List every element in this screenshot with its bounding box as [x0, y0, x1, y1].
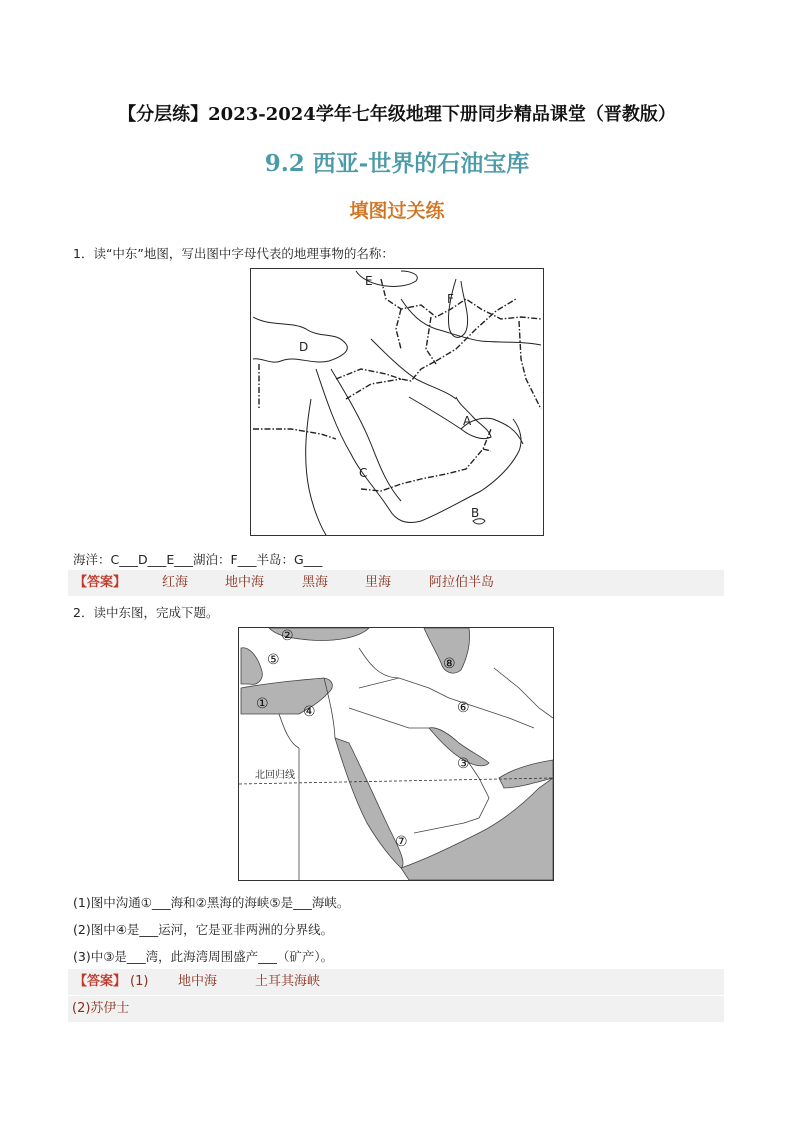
q1-answer-row: [68, 570, 724, 596]
q2-answer-2: (2)苏伊士: [72, 1001, 130, 1016]
section-title: 9.2 西亚-世界的石油宝库: [264, 150, 530, 177]
q1-answer-label: 【答案】: [74, 575, 127, 590]
q2-answer-1-prefix: (1): [130, 974, 149, 989]
middle-east-map-2: [238, 627, 554, 881]
q1-answer-1: 红海: [162, 575, 189, 590]
map2-label-7: ⑦: [395, 834, 408, 850]
q2-prompt: 2．读中东图，完成下题。: [73, 605, 219, 620]
q2-answer-row-2: [68, 996, 724, 1022]
q2-sub1: (1)图中沟通①___海和②黑海的海峡⑤是___海峡。: [73, 895, 350, 910]
q2-answer-label: 【答案】: [74, 974, 127, 989]
map2-label-5: ⑤: [267, 652, 280, 668]
map2-label-2: ②: [281, 628, 294, 644]
tropic-of-cancer-label: 北回归线: [255, 770, 295, 781]
q2-answer-row-1: [68, 969, 724, 995]
document-header-title: 【分层练】2023-2024学年七年级地理下册同步精品课堂（晋教版）: [118, 104, 676, 125]
map1-label-e: E: [365, 274, 373, 288]
q1-answer-2: 地中海: [225, 575, 265, 590]
q2-answer-1a: 地中海: [178, 974, 218, 989]
q1-fill-line: 海洋：C___D___E___湖泊：F___半岛：G___: [73, 552, 323, 567]
map1-label-d: D: [299, 340, 309, 354]
map2-label-1: ①: [256, 696, 269, 712]
q1-answer-5: 阿拉伯半岛: [429, 575, 495, 590]
map1-label-f: F: [447, 292, 454, 306]
map2-label-8: ⑧: [443, 656, 456, 672]
map2-label-3: ③: [457, 756, 470, 772]
q2-sub2: (2)图中④是___运河，它是亚非两洲的分界线。: [73, 922, 334, 937]
middle-east-map-1: [250, 268, 544, 536]
q1-answer-3: 黑海: [302, 575, 329, 590]
map1-label-a: A: [463, 414, 472, 428]
map2-label-6: ⑥: [457, 700, 470, 716]
map1-label-b: B: [471, 506, 480, 520]
map2-label-4: ④: [303, 704, 316, 720]
map1-label-c: C: [359, 466, 368, 480]
exercise-subtitle: 填图过关练: [349, 200, 445, 222]
q1-answer-4: 里海: [365, 575, 392, 590]
q1-prompt: 1．读“中东”地图，写出图中字母代表的地理事物的名称：: [73, 246, 394, 261]
q2-answer-1b: 土耳其海峡: [255, 974, 321, 989]
q2-sub3: (3)中③是___湾，此海湾周围盛产___（矿产）。: [73, 949, 334, 964]
